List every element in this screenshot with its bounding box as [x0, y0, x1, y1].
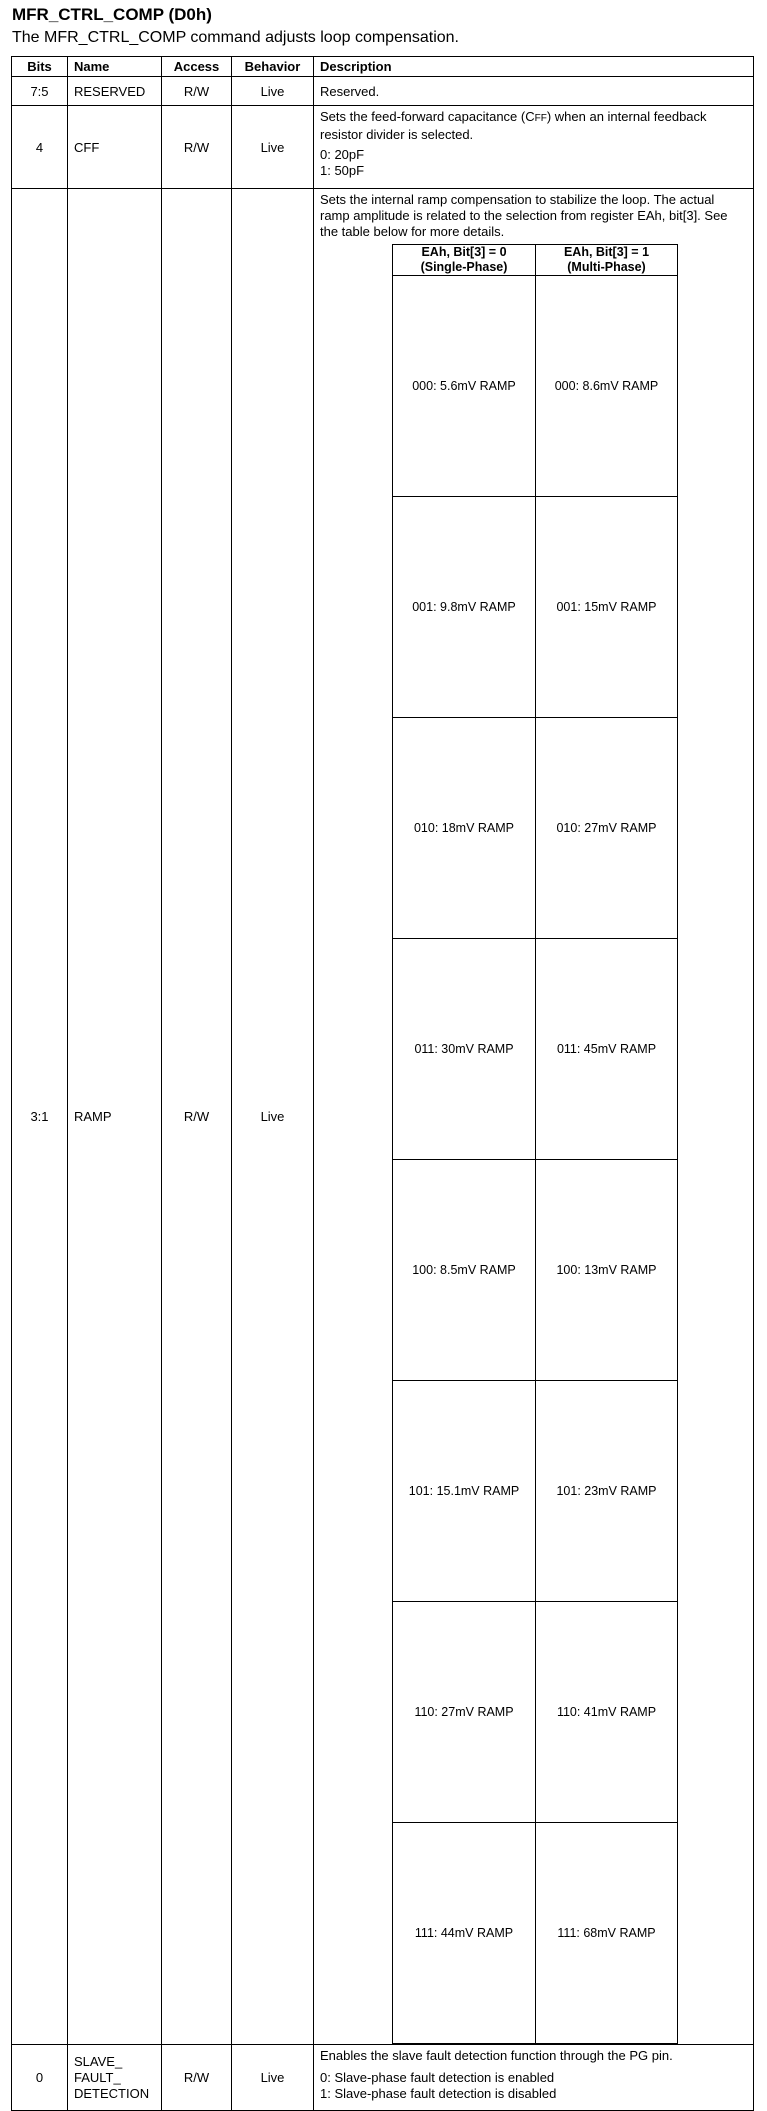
ramp-cell: 001: 15mV RAMP: [536, 497, 678, 718]
ramp-cell: 110: 27mV RAMP: [393, 1602, 536, 1823]
header-bits: Bits: [12, 57, 68, 77]
ramp-cell: 111: 68mV RAMP: [536, 1823, 678, 2044]
ramp-cell: 110: 41mV RAMP: [536, 1602, 678, 1823]
ramp-row: [393, 939, 678, 1160]
ramp-cell: 111: 44mV RAMP: [393, 1823, 536, 2044]
ramp-row: [393, 276, 678, 497]
row-bits: 4: [12, 106, 68, 189]
ramp-cell: 100: 13mV RAMP: [536, 1160, 678, 1381]
row-access: R/W: [162, 189, 232, 2045]
table-row: [12, 189, 754, 2045]
row-access: R/W: [162, 77, 232, 106]
header-access: Access: [162, 57, 232, 77]
ramp-row: [393, 1381, 678, 1602]
option-line: 1: 50pF: [320, 163, 365, 178]
ramp-row: [393, 1160, 678, 1381]
ramp-cell: 010: 18mV RAMP: [393, 718, 536, 939]
option-line: 1: Slave-phase fault detection is disabled: [320, 2086, 557, 2101]
ramp-cell: 000: 5.6mV RAMP: [393, 276, 536, 497]
description-text: Sets the feed-forward capacitance (CFF) when an internal feedback resistor divider is selected.: [320, 109, 707, 142]
subscript: FF: [534, 113, 547, 124]
description-text: Sets the internal ramp compensation to stabilize the loop. The actual ramp amplitude is related to the selection from register EAh, bit[3]. See the table below for more details.: [320, 192, 728, 239]
row-behavior: Live: [232, 2045, 314, 2111]
row-behavior: Live: [232, 77, 314, 106]
header-name: Name: [68, 57, 162, 77]
row-access: R/W: [162, 106, 232, 189]
row-bits: 0: [12, 2045, 68, 2111]
ramp-cell: 011: 45mV RAMP: [536, 939, 678, 1160]
row-description: [314, 189, 754, 2045]
header-description: Description: [314, 57, 754, 77]
ramp-row: [393, 1823, 678, 2044]
row-bits: 7:5: [12, 77, 68, 106]
ramp-table: [392, 244, 678, 2044]
row-access: R/W: [162, 2045, 232, 2111]
table-row: [12, 2045, 754, 2111]
ramp-cell: 001: 9.8mV RAMP: [393, 497, 536, 718]
row-description: [314, 2045, 754, 2111]
option-line: 0: Slave-phase fault detection is enabled: [320, 2070, 555, 2085]
row-behavior: Live: [232, 106, 314, 189]
ramp-cell: 101: 23mV RAMP: [536, 1381, 678, 1602]
ramp-header-multi: EAh, Bit[3] = 1 (Multi-Phase): [536, 245, 678, 276]
table-row: [12, 106, 754, 189]
page-title: MFR_CTRL_COMP (D0h): [12, 5, 212, 24]
row-name: SLAVE_ FAULT_ DETECTION: [68, 2045, 162, 2111]
ramp-cell: 101: 15.1mV RAMP: [393, 1381, 536, 1602]
header-row: [12, 57, 754, 77]
option-line: 0: 20pF: [320, 147, 365, 162]
page-subtitle: The MFR_CTRL_COMP command adjusts loop compensation.: [12, 29, 459, 46]
ramp-row: [393, 497, 678, 718]
table-row: [12, 77, 754, 106]
row-bits: 3:1: [12, 189, 68, 2045]
row-description: Reserved.: [314, 77, 754, 106]
register-table: [11, 56, 754, 2111]
ramp-header-row: [393, 245, 678, 276]
row-description: [314, 106, 754, 189]
ramp-cell: 010: 27mV RAMP: [536, 718, 678, 939]
description-text: Enables the slave fault detection function through the PG pin.: [320, 2048, 673, 2063]
row-name: RAMP: [68, 189, 162, 2045]
ramp-cell: 100: 8.5mV RAMP: [393, 1160, 536, 1381]
row-behavior: Live: [232, 189, 314, 2045]
ramp-row: [393, 1602, 678, 1823]
header-behavior: Behavior: [232, 57, 314, 77]
ramp-row: [393, 718, 678, 939]
ramp-header-single: EAh, Bit[3] = 0 (Single-Phase): [393, 245, 536, 276]
row-name: RESERVED: [68, 77, 162, 106]
ramp-cell: 000: 8.6mV RAMP: [536, 276, 678, 497]
ramp-cell: 011: 30mV RAMP: [393, 939, 536, 1160]
row-name: CFF: [68, 106, 162, 189]
